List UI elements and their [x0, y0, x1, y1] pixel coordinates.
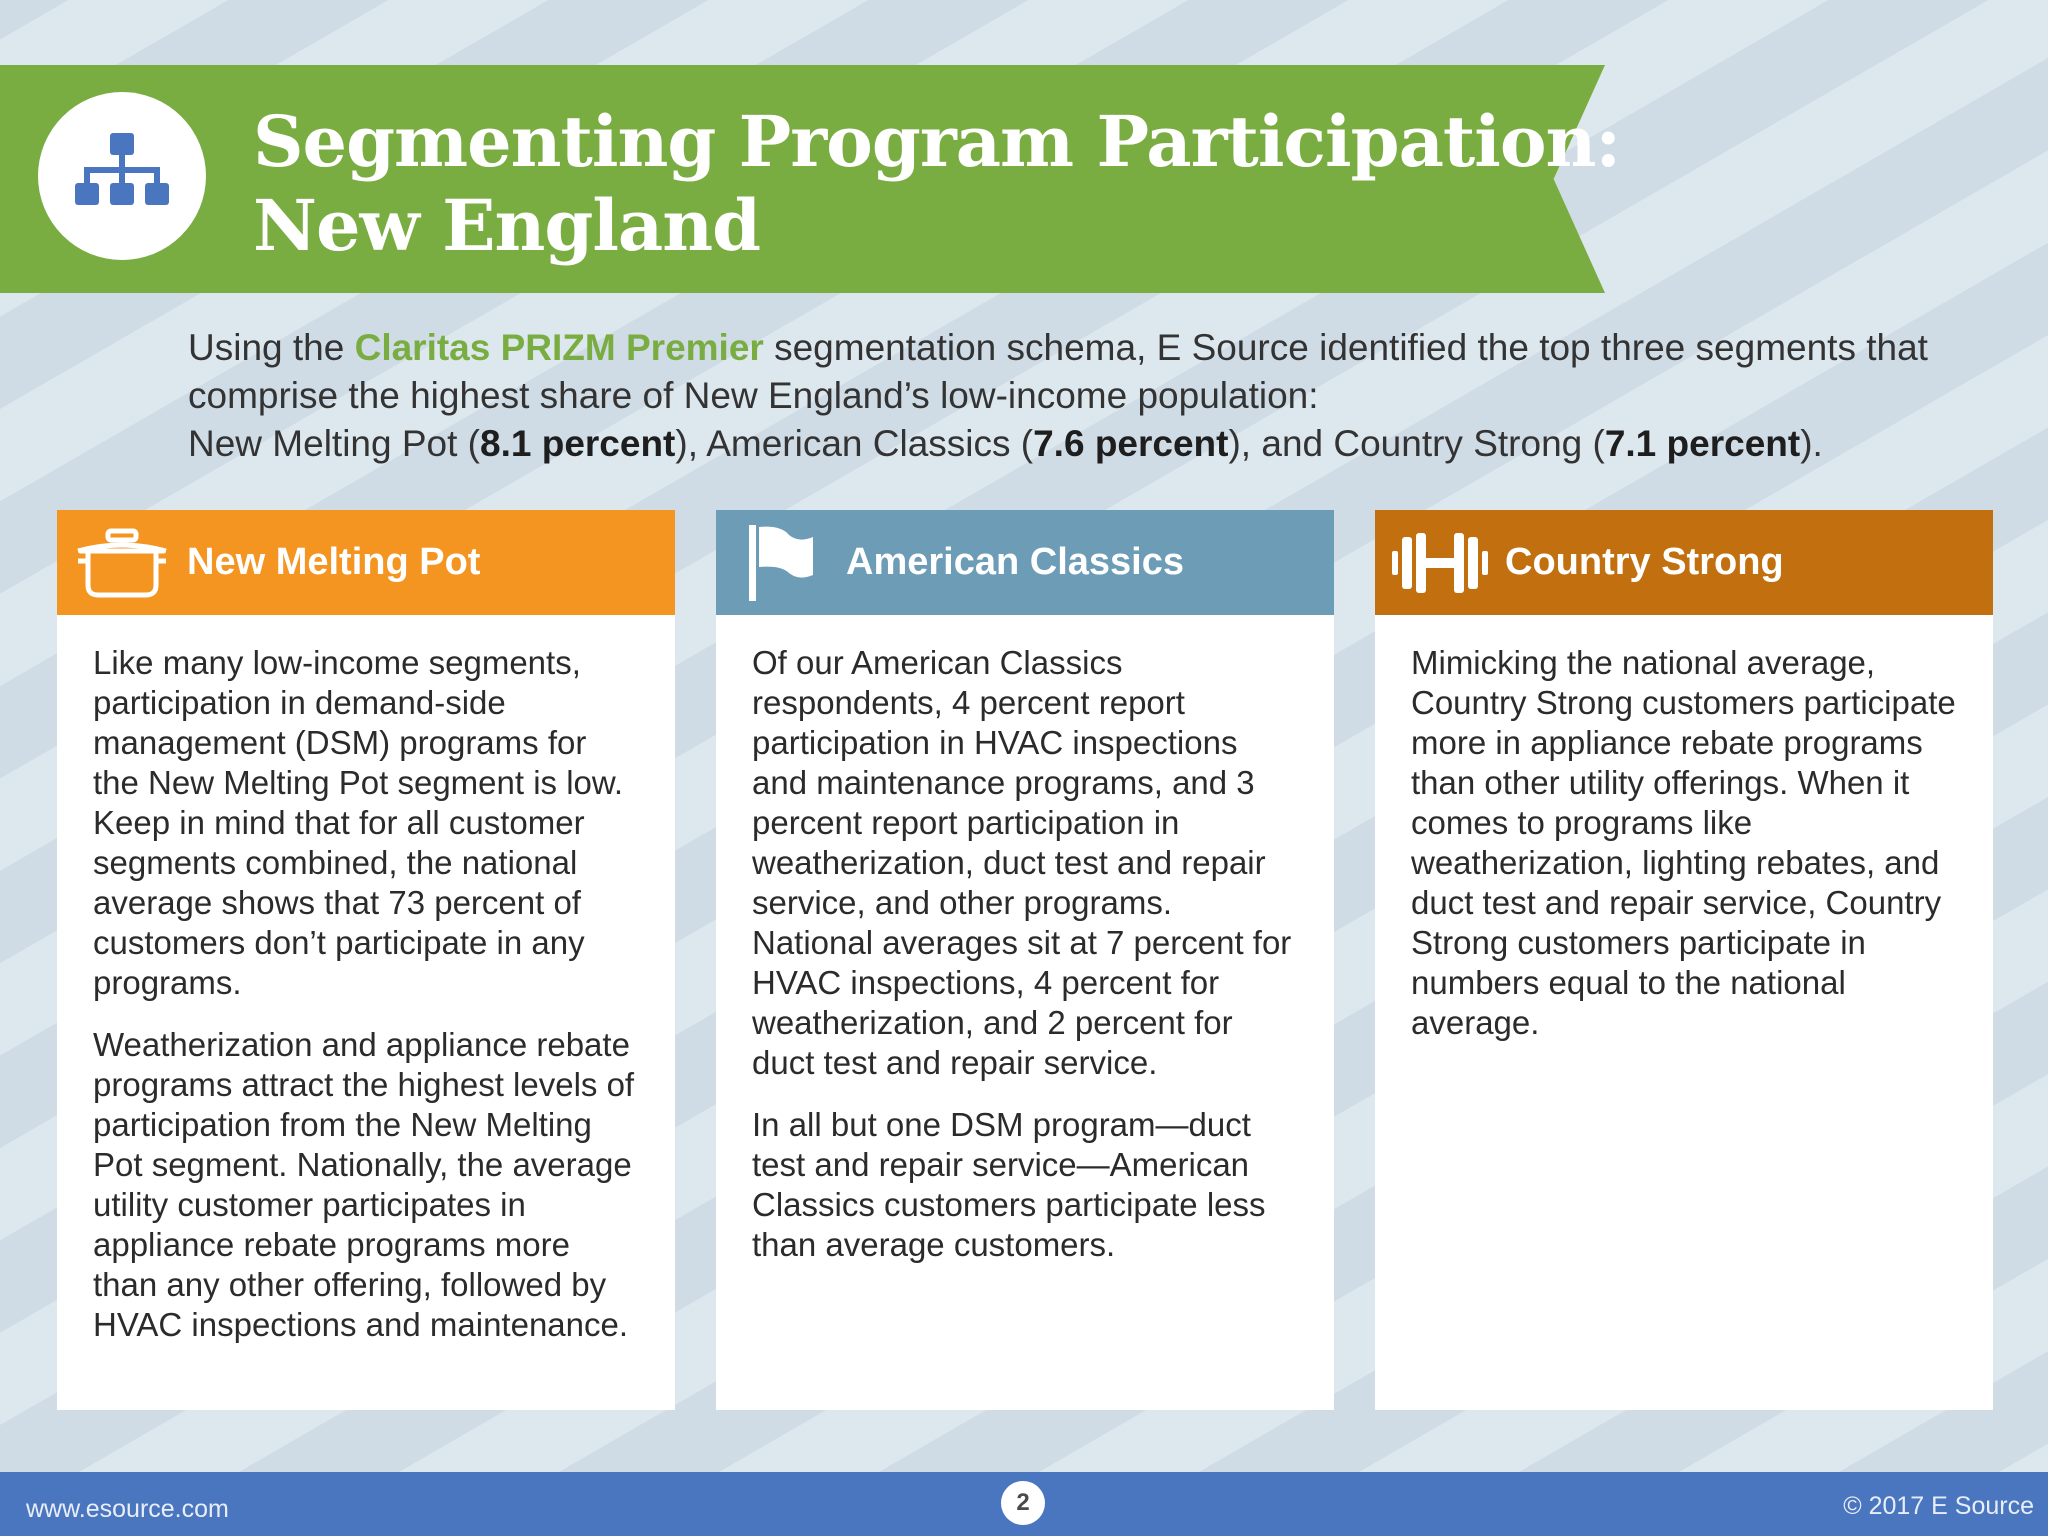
intro-end: ). [1800, 423, 1823, 464]
org-chart-icon [72, 131, 172, 221]
intro-text: Using the [188, 327, 355, 368]
card-country-strong [1375, 510, 1993, 1410]
card-paragraph: Mimicking the national average, Country Strong customers participate more in appliance rebate programs than other utility offerings. When it comes to programs like weatherization, lighting rebates, and duct test and repair service, Country Strong customers participate in numbers equal to the national average. [1411, 644, 1956, 1041]
pot-icon [57, 510, 187, 615]
title-line-2: New England [253, 184, 761, 267]
card-body [57, 615, 675, 1345]
card-paragraph: Of our American Classics respondents, 4 percent report participation in HVAC inspections and maintenance programs, and 3 percent report participation in weatherization, duct test and repair service, and other programs. National averages sit at 7 percent for HVAC inspections, 4 percent for weatherization, and 2 percent for duct test and repair service. [752, 644, 1292, 1081]
intro-seg3: ), and Country Strong ( [1228, 423, 1605, 464]
intro-seg1: New Melting Pot ( [188, 423, 480, 464]
dumbbell-icon [1375, 510, 1505, 615]
intro-seg3-pct: 7.1 percent [1604, 423, 1801, 464]
page-title [253, 100, 1620, 268]
intro-seg2-pct: 7.6 percent [1033, 423, 1229, 464]
card-body [1375, 615, 1993, 1043]
logo-badge [38, 92, 206, 260]
card-title: Country Strong [1505, 541, 1784, 583]
card-header [1375, 510, 1993, 615]
intro-seg1-pct: 8.1 percent [480, 423, 676, 464]
footer-url-link[interactable]: www.esource.com [26, 1495, 229, 1523]
intro-text-2: segmentation schema, E Source identified the top three segments that comprise the highest share of New England’s low-income population: [188, 327, 1928, 416]
intro-seg2: ), American Classics ( [675, 423, 1034, 464]
intro-paragraph [188, 324, 1988, 468]
card-header [57, 510, 675, 615]
card-title: American Classics [846, 541, 1184, 583]
card-new-melting-pot [57, 510, 675, 1410]
card-paragraph: In all but one DSM program—duct test and repair service—American Classics customers participate less than average customers. [752, 1106, 1266, 1263]
card-title: New Melting Pot [187, 541, 481, 583]
title-line-1: Segmenting Program Participation: [253, 100, 1621, 183]
flag-icon [716, 510, 846, 615]
card-header [716, 510, 1334, 615]
page-number: 2 [1001, 1481, 1045, 1525]
card-body [716, 615, 1334, 1265]
card-american-classics [716, 510, 1334, 1410]
copyright: © 2017 E Source [1843, 1492, 2034, 1520]
card-paragraph: Weatherization and appliance rebate programs attract the highest levels of participation from the New Melting Pot segment. Nationally, the average utility customer participates in appliance rebate programs more than any other offering, followed by HVAC inspections and maintenance. [93, 1026, 635, 1343]
intro-brand: Claritas PRIZM Premier [354, 327, 764, 368]
card-paragraph: Like many low-income segments, participation in demand-side management (DSM) programs for the New Melting Pot segment is low. Keep in mind that for all customer segments combined, the national average shows that 73 percent of customers don’t participate in any programs. [93, 644, 624, 1001]
